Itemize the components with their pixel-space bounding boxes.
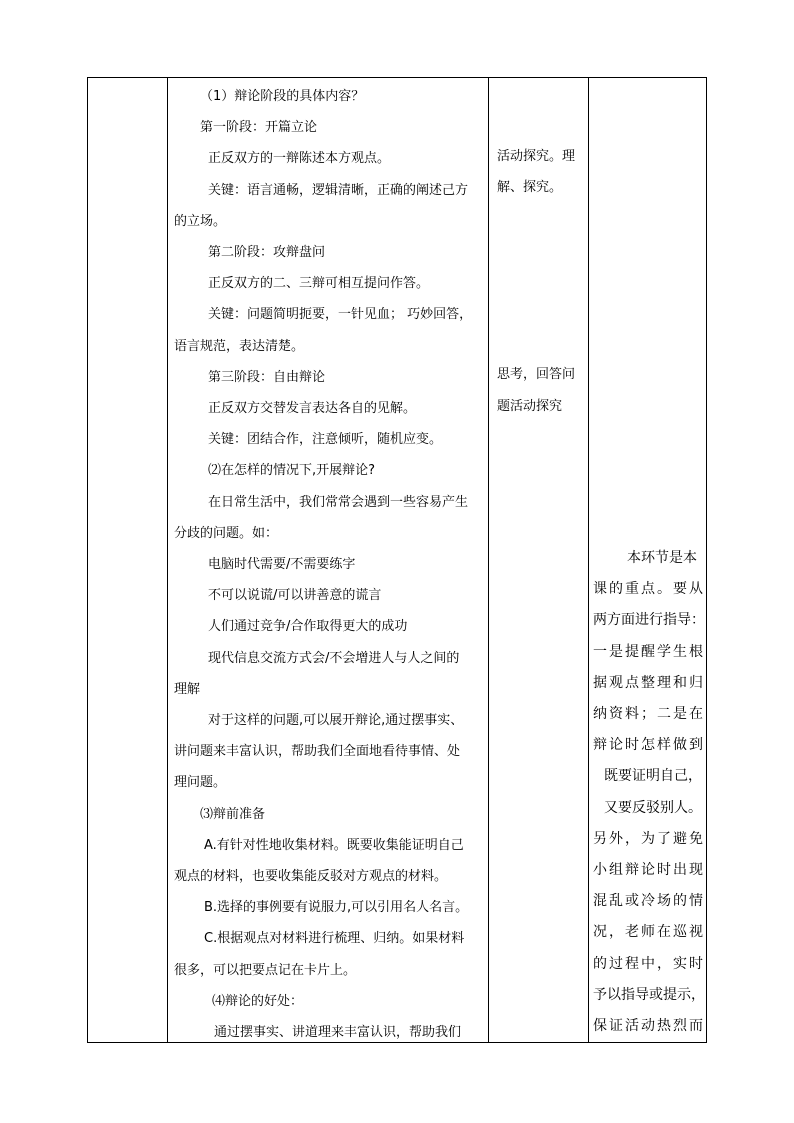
design-intent-column: [589, 78, 707, 1042]
note-line: 另外，为了避免: [593, 830, 703, 847]
lesson-table: [87, 77, 707, 1043]
content-line: 正反双方的二、三辩可相互提问作答。: [208, 276, 430, 292]
content-line: ⑶辩前准备: [200, 806, 266, 822]
note-line: 本环节是本: [627, 550, 697, 566]
content-line: 观点的材料，也要收集能反驳对方观点的材料。: [174, 869, 448, 885]
content-line: 现代信息交流方式会/不会增进人与人之间的: [208, 650, 460, 666]
content-line: （1）辩论阶段的具体内容？: [200, 89, 365, 104]
content-line: 正反双方的一辩陈述本方观点。: [208, 151, 391, 167]
content-line: 电脑时代需要/不需要练字: [208, 557, 356, 573]
content-line: 第一阶段：开篇立论: [200, 120, 318, 136]
note-line: 予以指导或提示，: [593, 986, 705, 1003]
content-line: 关键：团结合作，注意倾听，随机应变。: [208, 432, 443, 448]
content-line: 关键：问题简明扼要，一针见血； 巧妙回答，: [208, 307, 473, 323]
content-line: 不可以说谎/可以讲善意的谎言: [208, 588, 382, 604]
content-line: 分歧的问题。如：: [174, 525, 279, 541]
note-line: 纳资料；二是在: [593, 706, 703, 723]
note-line: 据观点整理和归: [593, 674, 703, 691]
teaching-content-column: [168, 78, 488, 1042]
content-line: B.选择的事例要有说服力,可以引用名人名言。: [204, 900, 469, 916]
activity-line: 解、探究。: [497, 180, 563, 196]
note-line: 小组辩论时出现: [593, 862, 703, 879]
note-line: 保证活动热烈而: [593, 1018, 703, 1035]
content-line: 通过摆事实、讲道理来丰富认识，帮助我们: [214, 1025, 462, 1041]
note-line: 两方面进行指导：: [593, 612, 705, 629]
note-line: 课的重点。要从: [593, 581, 703, 598]
note-line: 辩论时怎样做到: [593, 737, 703, 754]
content-line: C.根据观点对材料进行梳理、归纳。如果材料: [204, 931, 465, 947]
content-line: 第二阶段：攻辩盘问: [208, 245, 326, 261]
content-line: 讲问题来丰富认识，帮助我们全面地看待事情、处: [174, 744, 461, 760]
content-line: 理解: [174, 681, 201, 697]
content-line: A.有针对性地收集材料。既要收集能证明自己: [204, 837, 464, 853]
content-line: 第三阶段：自由辩论: [208, 369, 326, 385]
content-line: 对于这样的问题,可以展开辩论,通过摆事实、: [208, 713, 464, 729]
activity-line: 活动探究。理: [497, 149, 576, 164]
activity-line: 思考，回答问: [497, 367, 576, 383]
note-line: 一是提醒学生根: [593, 643, 703, 660]
note-line: 既要证明自己，: [604, 768, 702, 785]
content-line: 正反双方交替发言表达各自的见解。: [208, 401, 417, 417]
content-line: 很多，可以把要点记在卡片上。: [174, 962, 357, 978]
note-line: 又要反驳别人。: [604, 799, 702, 816]
content-line: 的立场。: [174, 213, 227, 229]
content-line: 关键：语言通畅，逻辑清晰，正确的阐述己方: [208, 182, 469, 198]
activity-line: 题活动探究: [497, 398, 563, 414]
content-line: 人们通过竞争/合作取得更大的成功: [208, 619, 408, 635]
content-line: ⑷辩论的好处：: [212, 993, 304, 1009]
content-line: 在日常生活中，我们常常会遇到一些容易产生: [208, 494, 469, 510]
note-line: 混乱或冷场的情: [593, 893, 703, 910]
student-activity-column: [489, 78, 586, 1042]
activity-spacer: [497, 203, 584, 359]
note-line: 况，老师在巡视: [593, 924, 703, 941]
content-line: 理问题。: [174, 775, 227, 791]
note-line: 的过程中，实时: [593, 955, 703, 972]
content-line: ⑵在怎样的情况下,开展辩论?: [208, 463, 376, 479]
content-line: 语言规范，表达清楚。: [174, 338, 305, 354]
